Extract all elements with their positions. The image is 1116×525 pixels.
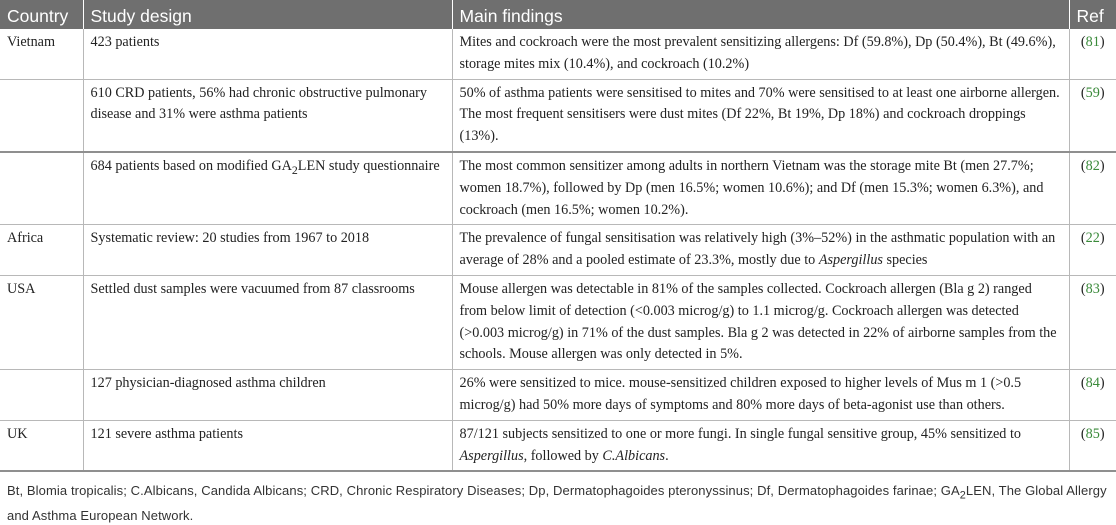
ref-cell: (59) [1080,84,1105,101]
findings-italic: Aspergillus [818,252,883,269]
country-cell [0,152,83,225]
ref-link[interactable]: 84 [1085,375,1100,392]
ref-link[interactable]: 59 [1085,84,1100,101]
findings-cell: Mites and cockroach were the most prevalent sensitizing allergens: Df (59.8%), Dp (50.4%), Bt (49.6%), storage mites mix (10.4%), and cockroach (10.2%) [452,29,1069,79]
header-ref: Ref [1069,0,1116,29]
country-cell [0,79,83,152]
findings-cell: Mouse allergen was detectable in 81% of the samples collected. Cockroach allergen (Bla g 2) ranged from below limit of detection (<0.003 microg/g) to 1.1 microg/g. Cockroach allergen was detected (>0.003 microg/g) in 71% of the dust samples. Bla g 2 was detected in 22% of airborne samples from the schools. Mouse allergen was only detected in 5%. [452,275,1069,369]
ref-cell: (82) [1080,157,1105,174]
footnote-subscript: 2 [959,489,966,502]
table-row [0,225,1116,276]
findings-text: . [665,447,669,464]
country-cell: UK [0,420,83,471]
design-cell: 127 physician-diagnosed asthma children [83,370,452,421]
design-cell: Systematic review: 20 studies from 1967 to 2018 [83,225,452,276]
findings-text: , followed by [523,447,603,464]
table-footnote [0,472,1116,525]
table-row [0,29,1116,79]
findings-text: 87/121 subjects sensitized to one or more fungi. In single fungal sensitive group, 45% sensitized to [459,425,1021,442]
header-main-findings: Main findings [452,0,1069,29]
design-cell: 610 CRD patients, 56% had chronic obstructive pulmonary disease and 31% were asthma patients [83,79,452,152]
footnote-text: Bt, Blomia tropicalis; C.Albicans, Candida Albicans; CRD, Chronic Respiratory Diseases; Dp, Dermatophagoides pteronyssinus; Df, Dermatophagoides farinae; GA [7,483,960,499]
ref-cell: (85) [1080,425,1105,442]
ref-link[interactable]: 22 [1085,230,1100,247]
table-row [0,79,1116,152]
ref-link[interactable]: 82 [1085,157,1100,174]
design-cell: 423 patients [83,29,452,79]
header-row [0,0,1116,29]
design-subscript: 2 [291,162,298,177]
table-row [0,420,1116,471]
design-cell [83,152,452,225]
findings-cell [452,420,1069,471]
findings-cell: The most common sensitizer among adults in northern Vietnam was the storage mite Bt (men 27.7%; women 18.7%), followed by Dp (men 16.5%; women 10.6%); and Df (men 15.3%; women 6.3%), and cockroach (men 16.5%; women 10.2%). [452,152,1069,225]
header-country: Country [0,0,83,29]
findings-cell [452,225,1069,276]
findings-italic: Aspergillus [459,447,524,464]
country-cell [0,370,83,421]
design-text: 684 patients based on modified GA [90,157,292,174]
design-cell: Settled dust samples were vacuumed from 87 classrooms [83,275,452,369]
findings-cell: 50% of asthma patients were sensitised to mites and 70% were sensitised to at least one airborne allergen. The most frequent sensitisers were dust mites (Df 22%, Bt 19%, Dp 18%) and cockroach droppings (13%). [452,79,1069,152]
findings-cell: 26% were sensitized to mice. mouse-sensitized children exposed to higher levels of Mus m 1 (>0.5 microg/g) had 50% more days of symptoms and 80% more days of beta-agonist use than others. [452,370,1069,421]
ref-link[interactable]: 85 [1085,425,1100,442]
country-cell: Vietnam [0,29,83,79]
table-row [0,152,1116,225]
country-cell: USA [0,275,83,369]
ref-link[interactable]: 83 [1085,280,1100,297]
design-cell: 121 severe asthma patients [83,420,452,471]
ref-cell: (83) [1080,280,1105,297]
findings-text: The prevalence of fungal sensitisation was relatively high (3%–52%) in the asthmatic population with an average of 28% and a pooled estimate of 23.3%, mostly due to [459,230,1056,269]
country-cell: Africa [0,225,83,276]
table-row [0,275,1116,369]
ref-link[interactable]: 81 [1085,34,1100,50]
design-text: LEN study questionnaire [297,157,440,174]
findings-italic: C.Albicans [602,447,666,464]
findings-text: species [882,252,928,269]
ref-cell: (81) [1080,34,1105,50]
ref-cell: (84) [1080,375,1105,392]
table-row [0,370,1116,421]
header-study-design: Study design [83,0,452,29]
ref-cell: (22) [1080,230,1105,247]
footnote-text: LEN, The Global Allergy and Asthma European Network. [7,483,1107,523]
